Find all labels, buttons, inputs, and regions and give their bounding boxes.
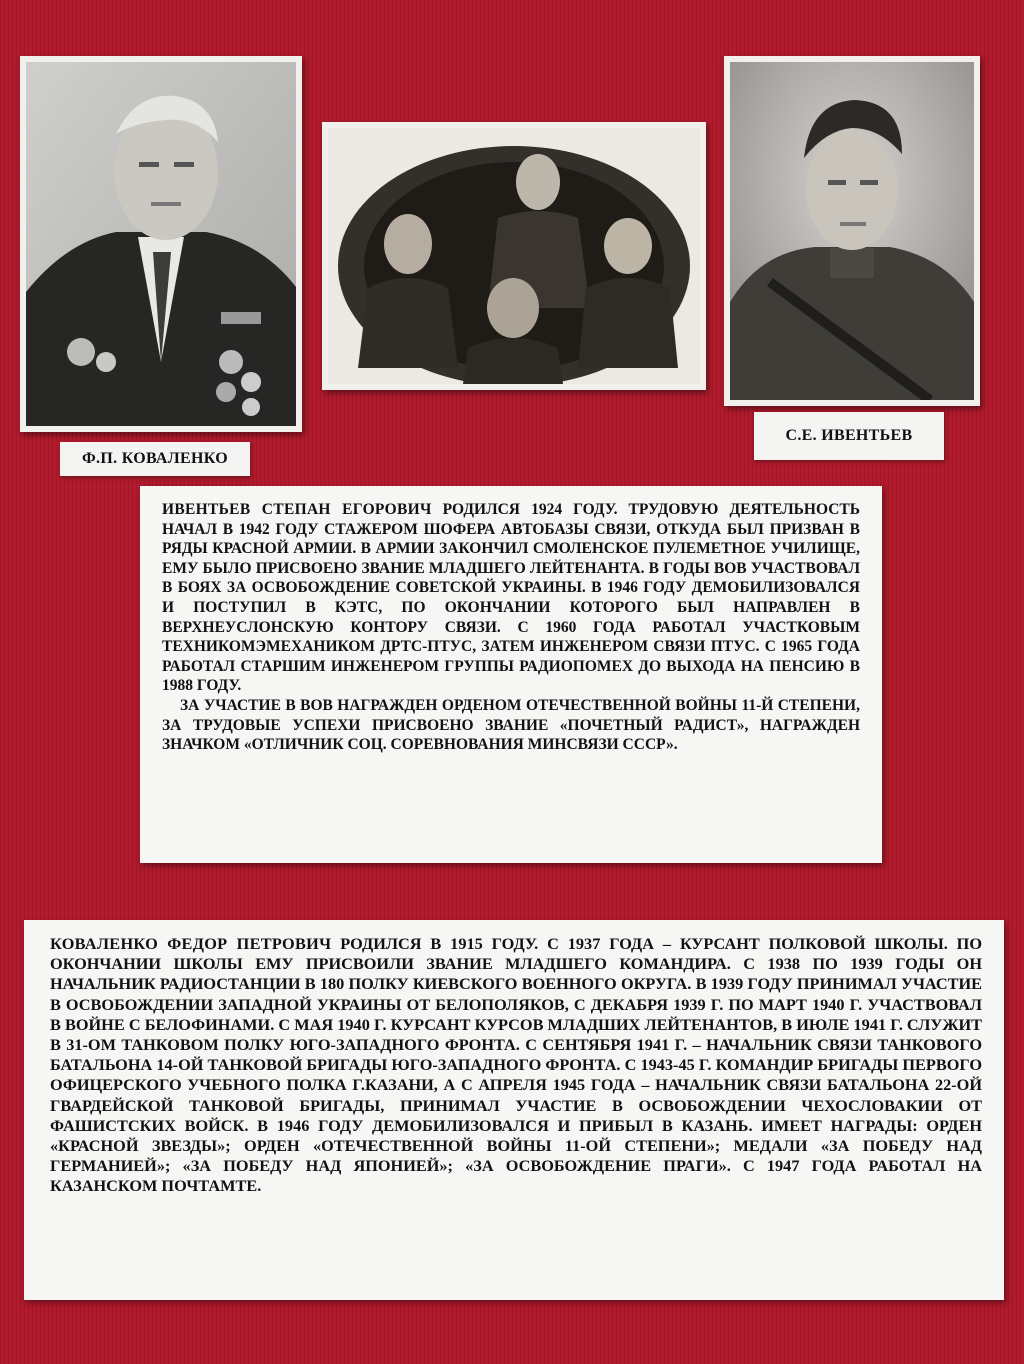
group-photo-image — [328, 128, 700, 384]
bio-card-iventyev — [140, 486, 882, 863]
photo-kovalenko-portrait — [20, 56, 302, 432]
bio-kovalenko-text: РОДИЛСЯ В 1915 ГОДУ. С 1937 ГОДА – КУРСАНТ ПОЛКОВОЙ ШКОЛЫ. ПО ОКОНЧАНИИ ШКОЛЫ ЕМУ ПРИСВОИЛИ ЗВАНИЕ МЛАДШЕГО КОМАНДИРА. С 1938 ПО 1939 ГОДЫ ОН НАЧАЛЬНИК РАДИОСТАНЦИИ В 180 ПОЛКУ КИЕВСКОГО ВОЕННОГО ОКРУГА. В 1939 ГОДУ ПРИНИМАЛ УЧАСТИЕ В ОСВОБОЖДЕНИИ ЗАПАДНОЙ УКРАИНЫ ОТ БЕЛОПОЛЯКОВ, С ДЕКАБРЯ 1939 Г. ПО МАРТ 1940 Г. УЧАСТВОВАЛ В ВОЙНЕ С БЕЛОФИНАМИ. С МАЯ 1940 Г. КУРСАНТ КУРСОВ МЛАДШИХ ЛЕЙТЕНАНТОВ, В ИЮЛЕ 1941 Г. СЛУЖИТ В 31-ОМ ТАНКОВОМ ПОЛКУ ЮГО-ЗАПАДНОГО ФРОНТА. С СЕНТЯБРЯ 1941 Г. – НАЧАЛЬНИК СВЯЗИ ТАНКОВОГО БАТАЛЬОНА 14-ОЙ ТАНКОВОЙ БРИГАДЫ ЮГО-ЗАПАДНОГО ФРОНТА. С 1943-45 Г. КОМАНДИР БРИГАДЫ ПЕРВОГО ОФИЦЕРСКОГО УЧЕБНОГО ПОЛКА Г.КАЗАНИ, А С АПРЕЛЯ 1945 ГОДА – НАЧАЛЬНИК СВЯЗИ БАТАЛЬОНА 22-ОЙ ГВАРДЕЙСКОЙ ТАНКОВОЙ БРИГАДЫ, ПРИНИМАЛ УЧАСТИЕ В ОСВОБОЖДЕНИИ ЧЕХОСЛОВАКИИ ОТ ФАШИСТСКИХ ВОЙСК. В 1946 ГОДУ ДЕМОБИЛИЗОВАЛСЯ И ПРИБЫЛ В КАЗАНЬ. ИМЕЕТ НАГРАДЫ: ОРДЕН «КРАСНОЙ ЗВЕЗДЫ»; ОРДЕН «ОТЕЧЕСТВЕННОЙ ВОЙНЫ 11-ОЙ СТЕПЕНИ»; МЕДАЛИ «ЗА ПОБЕДУ НАД ГЕРМАНИЕЙ»; «ЗА ПОБЕДУ НАД ЯПОНИЕЙ»; «ЗА ОСВОБОЖДЕНИЕ ПРАГИ». С 1947 ГОДА РАБОТАЛ НА КАЗАНСКОМ ПОЧТАМТЕ. — [50, 934, 982, 1196]
kovalenko-portrait-image — [26, 62, 296, 426]
bio-iventyev-text: РОДИЛСЯ 1924 ГОДУ. ТРУДОВУЮ ДЕЯТЕЛЬНОСТЬ НАЧАЛ В 1942 ГОДУ СТАЖЕРОМ ШОФЕРА АВТОБАЗЫ СВЯЗИ, ОТКУДА БЫЛ ПРИЗВАН В РЯДЫ КРАСНОЙ АРМИИ. В АРМИИ ЗАКОНЧИЛ СМОЛЕНСКОЕ ПУЛЕМЕТНОЕ УЧИЛИЩЕ, ЕМУ БЫЛО ПРИСВОЕНО ЗВАНИЕ МЛАДШЕГО ЛЕЙТЕНАНТА. В ГОДЫ ВОВ УЧАСТВОВАЛ В БОЯХ ЗА ОСВОБОЖДЕНИЕ СОВЕТСКОЙ УКРАИНЫ. В 1946 ГОДУ ДЕМОБИЛИЗОВАЛСЯ И ПОСТУПИЛ В КЭТС, ПО ОКОНЧАНИИ КОТОРОГО БЫЛ НАПРАВЛЕН В ВЕРХНЕУСЛОНСКУЮ КОНТОРУ СВЯЗИ. С 1960 ГОДА РАБОТАЛ УЧАСТКОВЫМ ТЕХНИКОМЭМЕХАНИКОМ ДРТС-ПТУС, ЗАТЕМ ИНЖЕНЕРОМ СВЯЗИ ПТУС. С 1965 ГОДА РАБОТАЛ СТАРШИМ ИНЖЕНЕРОМ ГРУППЫ РАДИОПОМЕХ ДО ВЫХОДА НА ПЕНСИЮ В 1988 ГОДУ. — [162, 501, 860, 695]
bio-card-kovalenko — [24, 920, 1004, 1300]
caption-kovalenko: Ф.П. КОВАЛЕНКО — [60, 442, 250, 476]
caption-iventyev: С.Е. ИВЕНТЬЕВ — [754, 412, 944, 460]
iventyev-portrait-image — [730, 62, 974, 400]
bio-iventyev-name: ИВЕНТЬЕВ СТЕПАН ЕГОРОВИЧ — [162, 501, 432, 518]
bio-iventyev-awards: ЗА УЧАСТИЕ В ВОВ НАГРАЖДЕН ОРДЕНОМ ОТЕЧЕСТВЕННОЙ ВОЙНЫ 11-Й СТЕПЕНИ, ЗА ТРУДОВЫЕ УСПЕХИ ПРИСВОЕНО ЗВАНИЕ «ПОЧЕТНЫЙ РАДИСТ», НАГРАЖДЕН ЗНАЧКОМ «ОТЛИЧНИК СОЦ. СОРЕВНОВАНИЯ МИНСВЯЗИ СССР». — [162, 696, 860, 754]
photo-iventyev-portrait — [724, 56, 980, 406]
bio-kovalenko-name: КОВАЛЕНКО ФЕДОР ПЕТРОВИЧ — [50, 934, 332, 953]
bio-iventyev-paragraph — [162, 500, 860, 696]
photo-group — [322, 122, 706, 390]
bio-kovalenko-paragraph — [50, 934, 982, 1197]
